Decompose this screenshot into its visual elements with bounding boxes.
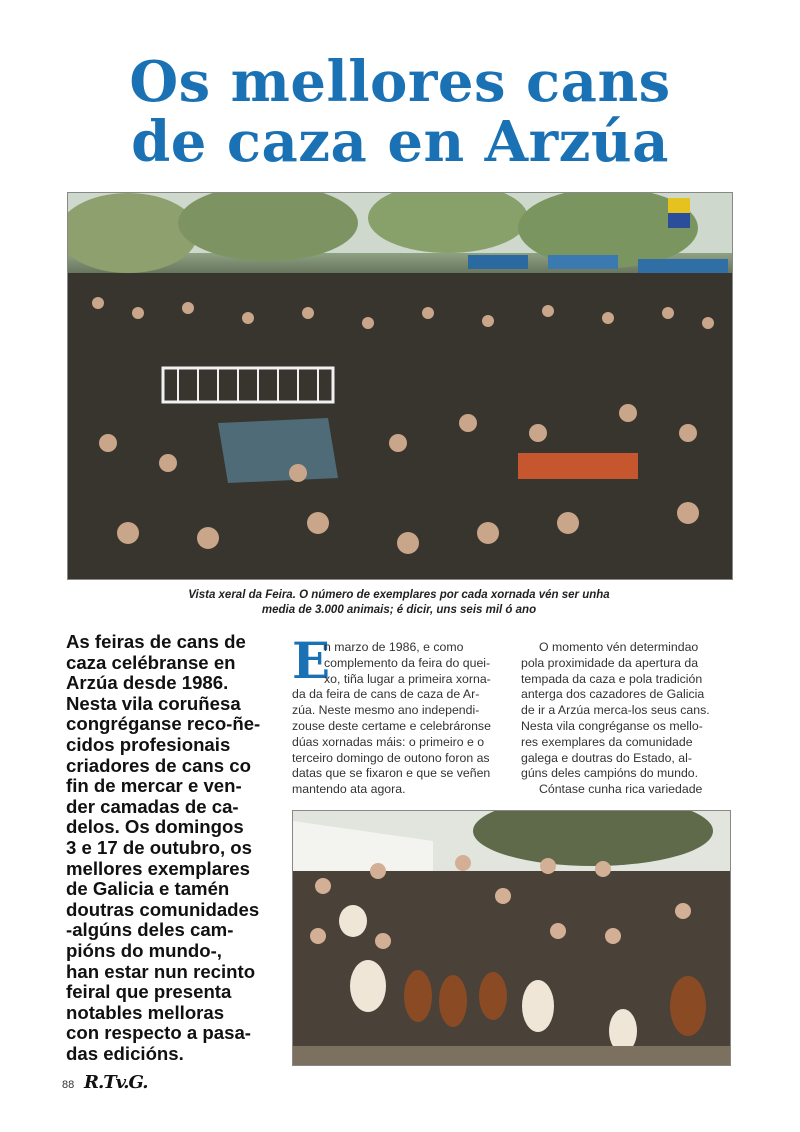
crowd-illustration — [68, 193, 732, 579]
lead-line: -algúns deles cam- — [66, 919, 234, 941]
body-line: de ir a Arzúa merca-los seus cans. — [521, 703, 710, 718]
lead-line: As feiras de cans de — [66, 631, 246, 652]
body-line: res exemplares da comunidade — [521, 734, 693, 749]
lead-line: feiral que presenta — [66, 981, 232, 1003]
body-line: terceiro domingo de outono foron as — [292, 750, 490, 765]
body-line: complemento da feira do quei- — [324, 655, 491, 670]
lead-line: de Galicia e tamén — [66, 878, 230, 900]
lead-line: Nesta vila coruñesa — [66, 692, 241, 714]
body-line: O momento vén determindao — [539, 640, 699, 654]
body-line: da da feira de cans de caza de Ar- — [292, 687, 480, 702]
lead-line: cidos profesionais — [66, 733, 231, 755]
lead-line: mellores exemplares — [66, 857, 250, 879]
body-line: xo, tiña lugar a primeira xorna- — [324, 671, 491, 686]
photo-caption — [67, 588, 731, 618]
body-line: zouse deste certame e celebráronse — [292, 718, 491, 733]
lead-line: das edicións. — [66, 1042, 184, 1064]
body-line: zúa. Neste mesmo ano independi- — [292, 703, 480, 718]
body-line: pola proximidade da apertura da — [521, 655, 699, 670]
lead-line: Arzúa desde 1986. — [66, 672, 229, 694]
title-line-2: de caza en Arzúa — [131, 109, 669, 175]
body-line: Nesta vila congréganse os mello- — [521, 718, 703, 733]
lead-line: congréganse reco-ñe- — [66, 713, 261, 735]
caption-line-2: media de 3.000 animais; é dicir, uns seis mil ó ano — [261, 604, 537, 616]
hunters-with-dogs-photo — [292, 810, 731, 1066]
lead-line: 3 e 17 de outubro, os — [66, 836, 252, 858]
page-number: 88 — [62, 1079, 75, 1091]
lead-paragraph — [66, 632, 274, 1064]
fair-crowd-photo — [67, 192, 733, 580]
body-line: mantendo ata agora. — [292, 782, 406, 797]
lead-line: doutras comunidades — [66, 898, 260, 920]
lead-line: han estar nun recinto — [66, 960, 256, 982]
lead-line: notables melloras — [66, 1001, 225, 1023]
lead-line: con respecto a pasa- — [66, 1022, 251, 1044]
body-column-2 — [521, 640, 733, 798]
body-line: n marzo de 1986, e como — [324, 640, 464, 654]
caption-line-1: Vista xeral da Feira. O número de exemplares por cada xornada vén ser unha — [188, 589, 610, 601]
body-line: anterga dos cazadores de Galicia — [521, 687, 705, 702]
body-line: galega e doutras do Estado, al- — [521, 750, 692, 765]
article-title — [0, 49, 800, 175]
title-line-1: Os mellores cans — [129, 49, 671, 115]
body-line: datas que se fixaron e que se veñen — [292, 766, 491, 781]
body-line: gúns deles campións do mundo. — [521, 766, 699, 781]
lead-line: pións do mundo-, — [66, 939, 222, 961]
group-illustration — [293, 811, 730, 1065]
body-line: Cóntase cunha rica variedade — [539, 782, 703, 797]
lead-line: fin de mercar e ven- — [66, 775, 242, 797]
drop-cap: E — [292, 631, 331, 690]
body-column-1 — [292, 631, 504, 798]
magazine-logo: R.Tv.G. — [84, 1072, 148, 1093]
body-line: dúas xornadas máis: o primeiro e o — [292, 734, 485, 749]
lead-line: der camadas de ca- — [66, 795, 239, 817]
lead-line: delos. Os domingos — [66, 816, 244, 838]
body-line: tempada da caza e pola tradición — [521, 671, 703, 686]
lead-line: caza celébranse en — [66, 651, 236, 673]
lead-line: criadores de cans co — [66, 754, 251, 776]
